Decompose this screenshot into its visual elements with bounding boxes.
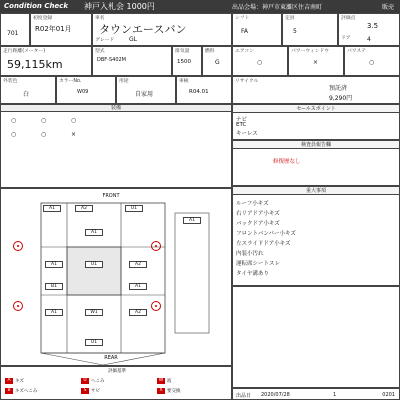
use-value: 自家用 [135,91,154,98]
score-cell [338,13,400,46]
shift-value: FA [241,28,249,35]
inspector-panel [232,140,400,186]
use-label: 用途 [119,79,129,84]
sale-mark: 販売 [381,4,394,11]
legend-key: W [158,378,164,383]
legend-desc: 要交換 [167,389,181,394]
doors-value: 4 [367,36,371,43]
legend-row [1,377,233,385]
top-bar [0,0,400,13]
report-line: バックドア小キズ [236,221,280,227]
notes-panel [232,104,400,140]
damage-mark: A2 [75,205,93,212]
recycle-amount: 9,290円 [329,95,353,102]
recycle-status: 預託済 [329,85,348,92]
inspector-remark: 修復歴なし [273,159,301,165]
type-cell [92,46,172,76]
model-value: タウンエースバン [99,23,187,36]
pw-value: × [313,59,319,66]
wheel-icon [151,241,161,251]
legend-desc: キズへこみ [15,389,38,394]
brand-title: Condition Check [4,2,68,10]
ac-label: エアコン [235,49,254,54]
legend-desc: へこみ [91,379,105,384]
legend-panel [0,366,232,400]
legend-key: S [81,388,89,394]
wheel-icon [13,241,23,251]
equip-4: ○ [41,131,47,138]
inspector-title: 検査員報告欄 [233,141,399,149]
equip-0: ○ [11,117,17,124]
damage-mark: U1 [85,261,103,268]
type-label: 型式 [95,49,105,54]
equipment-title: 装備 [1,105,231,112]
damage-mark: U1 [85,339,103,346]
equip-3: ○ [11,131,17,138]
year-label: 初度登録 [33,16,53,21]
legend-key: U [81,378,89,384]
shift-label: シフト [235,16,250,21]
legend-desc: 波 [167,379,172,384]
report-line: 左スライドドア小キズ [236,241,291,247]
color-label: 外装色 [3,79,18,84]
report-line: 運転席シートスレ [236,261,280,267]
car-diagram [0,188,232,366]
ps-value: ○ [369,59,375,66]
legend-desc: キズ [15,379,24,384]
cc-label: 排気量 [175,49,190,54]
damage-mark: A1 [183,217,201,224]
shaken-value: R04.01 [189,89,209,95]
legend-row [1,387,233,395]
fuel-cell [202,46,232,76]
footer [232,388,400,400]
ps-cell [344,46,400,76]
ac-cell [232,46,288,76]
report-panel [232,186,400,286]
ac-value: ○ [257,59,263,66]
venue-text: 出品会場：神戸市東灘区住吉南町 [232,4,323,11]
wheel-icon [151,301,161,311]
recycle-cell [232,76,400,104]
note-line: ナビ [236,117,248,123]
mileage-label: 走行距離(メーター) [3,49,46,54]
report-line: タイヤ溝あり [236,271,269,277]
legend-key: X [157,388,165,394]
auction-title: 神戸入札会 1000円 [84,2,155,11]
pw-cell [288,46,344,76]
score-value: 3.5 [367,22,379,30]
lot-number: 701 [7,30,19,37]
doors-label: ドア [341,36,351,41]
damage-mark: B1 [45,283,63,290]
grade-label: グレード [95,38,115,43]
report-title: 重大事項 [233,187,399,195]
equip-5: × [71,131,77,138]
cc-value: 1500 [177,59,191,65]
footer-code: 0201 [382,392,395,398]
shaken-cell [176,76,232,104]
score-label: 評価点 [341,16,356,21]
equipment-panel [0,104,232,188]
car-outline [1,189,233,367]
lot-cell [0,13,30,46]
color-code-label: カラーNo. [59,79,82,84]
mileage-cell [0,46,92,76]
seat-value: 5 [293,28,297,35]
rear-label: REAR [104,355,118,361]
note-line: ETC [236,122,247,128]
damage-mark: A2 [129,261,147,268]
type-value: DBF-S402M [97,57,126,63]
footer-page: 1 [333,392,337,398]
notes-title: セールスポイント [233,105,399,113]
grade-value: GL [129,36,137,43]
damage-mark: A1 [129,283,147,290]
damage-mark: W1 [85,309,103,316]
color-cell [0,76,56,104]
damage-mark: A1 [45,309,63,316]
damage-mark: U1 [125,205,143,212]
model-cell [92,13,232,46]
seat-cell [282,13,338,46]
pw-label: パワーウィンドウ [291,49,330,54]
damage-mark: A1 [43,205,61,212]
color-code-cell [56,76,116,104]
fuel-label: 燃料 [205,49,215,54]
damage-mark: A1 [85,229,103,236]
cc-cell [172,46,202,76]
model-label: 車名 [95,16,105,21]
blank-panel [232,286,400,388]
year-cell [30,13,92,46]
legend-key: B [5,388,13,394]
year-value: R02年01月 [35,25,72,33]
recycle-label: リサイクル [235,79,259,84]
legend-key: A [5,378,13,384]
color-code-value: W09 [77,89,89,95]
wheel-icon [13,301,23,311]
equip-1: ○ [41,117,47,124]
equip-2: ○ [71,117,77,124]
shift-cell [232,13,282,46]
report-line: フロントバンパー小キズ [236,231,296,237]
mileage-value: 59,115km [7,58,63,71]
fuel-value: G [215,59,220,66]
footer-label: 出品日 [236,393,252,399]
report-line: 内装小汚れ [236,251,264,257]
footer-date: 2020/07/28 [261,392,290,398]
front-label: FRONT [102,193,120,199]
damage-mark: A1 [45,261,63,268]
legend-desc: サビ [91,389,100,394]
seat-label: 定員 [285,16,295,21]
ps-label: パワステ [347,49,366,54]
report-line: 右リアドア小キズ [236,211,280,217]
shaken-label: 車検 [179,79,189,84]
use-cell [116,76,176,104]
damage-mark: A2 [129,309,147,316]
color-value: 白 [23,91,30,98]
note-line: キーレス [236,131,258,137]
report-line: ルーフ小キズ [236,201,269,207]
legend-title: 評価基準 [108,369,126,374]
